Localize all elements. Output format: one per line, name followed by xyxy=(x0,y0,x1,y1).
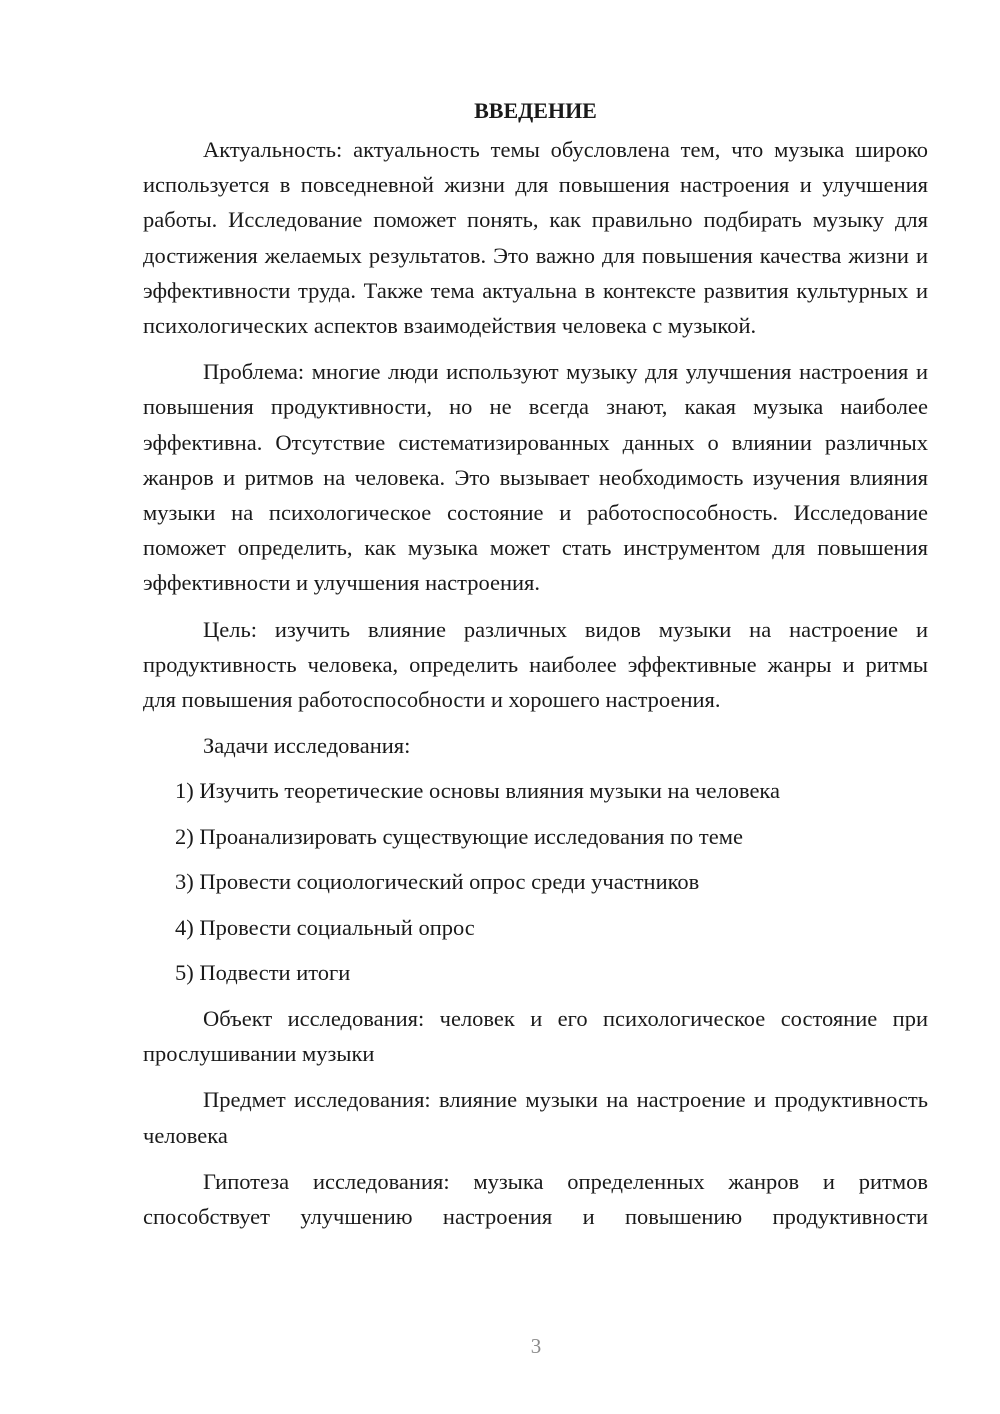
relevance-paragraph: Актуальность: актуальность темы обусловлена тем, что музыка широко используется в повседневной жизни для повышения настроения и улучшения работы. Исследование поможет понять, как правильно подбирать музыку для достижения желаемых результатов. Это важно для повышения качества жизни и эффективности труда. Также тема актуальна в контексте развития культурных и психологических аспектов взаимодействия человека с музыкой. xyxy=(143,137,928,339)
problem-paragraph: Проблема: многие люди используют музыку для улучшения настроения и повышения продуктивности, но не всегда знают, какая музыка наиболее эффективна. Отсутствие систематизированных данных о влиянии различных жанров и ритмов на человека. Это вызывает необходимость изучения влияния музыки на психологическое состояние и работоспособность. Исследование поможет определить, как музыка может стать инструментом для повышения эффективности и улучшения настроения. xyxy=(143,359,928,596)
task-item: 4) Провести социальный опрос xyxy=(175,914,475,940)
tasks-heading: Задачи исследования: xyxy=(203,733,411,759)
page-content xyxy=(143,93,928,1234)
hypothesis-paragraph: Гипотеза исследования: музыка определенных жанров и ритмов способствует улучшению настроения и повышению продуктивности xyxy=(143,1168,928,1229)
object-paragraph: Объект исследования: человек и его психологическое состояние при прослушивании музыки xyxy=(143,1005,928,1067)
goal-paragraph: Цель: изучить влияние различных видов музыки на настроение и продуктивность человека, определить наиболее эффективные жанры и ритмы для повышения работоспособности и хорошего настроения. xyxy=(143,616,928,713)
subject-paragraph: Предмет исследования: влияние музыки на настроение и продуктивность человека xyxy=(143,1087,928,1148)
task-item: 5) Подвести итоги xyxy=(175,960,351,986)
task-item: 3) Провести социологический опрос среди участников xyxy=(175,869,700,895)
task-item: 1) Изучить теоретические основы влияния музыки на человека xyxy=(175,778,781,804)
task-item: 2) Проанализировать существующие исследования по теме xyxy=(175,823,743,849)
tasks-list xyxy=(143,773,928,990)
section-title: ВВЕДЕНИЕ xyxy=(474,98,597,123)
page-number: 3 xyxy=(530,1334,542,1358)
